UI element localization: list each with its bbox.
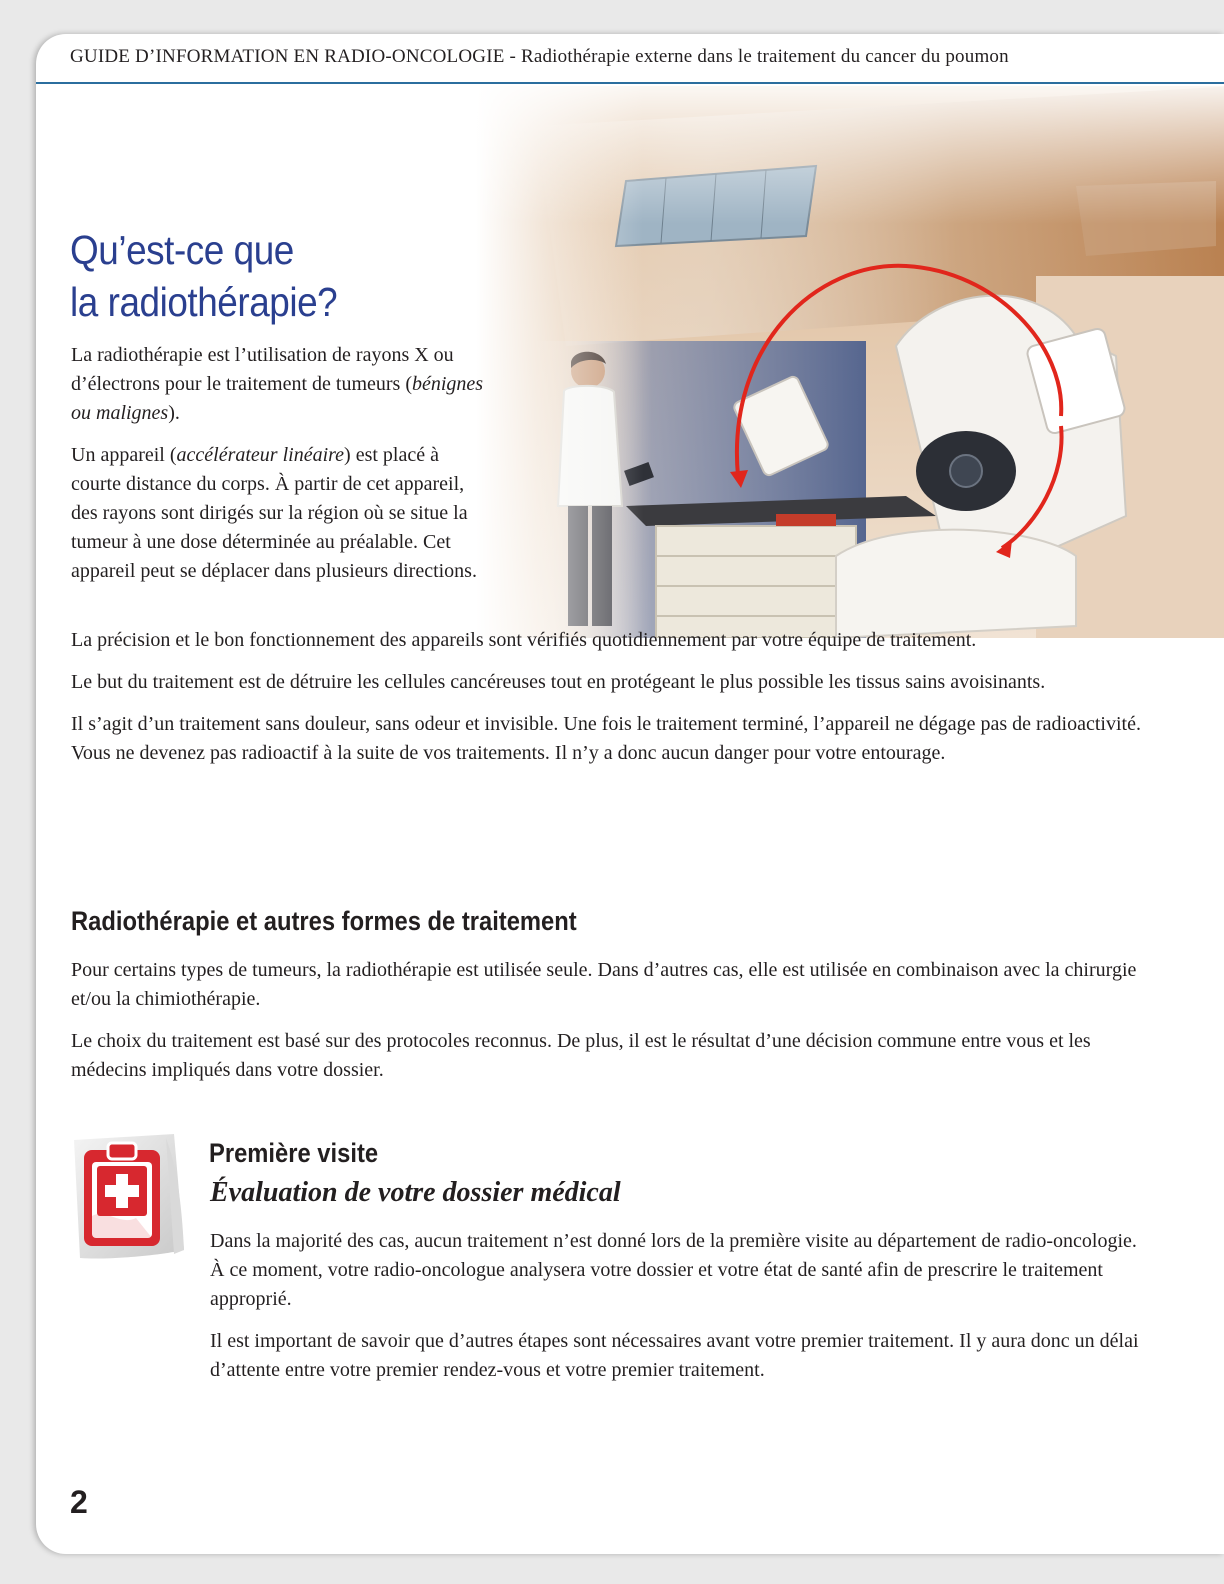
document-page [36,34,1224,1554]
body-text [71,626,1151,781]
intro-text [71,341,491,599]
body-paragraph-precision: La précision et le bon fonctionnement des appareils sont vérifiés quotidiennement par votre équipe de traitement. [71,629,977,651]
linear-accelerator-photo [476,86,1224,638]
first-visit-heading: Première visite [209,1138,379,1168]
page-number: 2 [70,1484,88,1520]
section-body [71,956,1151,1098]
first-visit-subheading: Évaluation de votre dossier médical [210,1177,621,1208]
intro-paragraph-1-end: ). [168,402,180,424]
page-title-line-1: Qu’est-ce que [70,227,294,273]
page-title [70,224,337,328]
section-heading: Radiothérapie et autres formes de traitement [71,906,577,936]
intro-paragraph-2-text: Un appareil ( [71,444,177,466]
intro-paragraph-1-emphasis: bénignes ou malignes [71,373,484,424]
intro-paragraph-2-end: ) est placé à courte distance du corps. À partir de cet appareil, des rayons sont dirigés sur la région où se situe la tumeur à une dose déterminée au préalable. Cet appareil peut se déplacer dans plusieurs directions. [71,444,477,582]
first-visit-paragraph-2: Il est important de savoir que d’autres étapes sont nécessaires avant votre premier traitement. Il y aura donc un délai d’attente entre votre premier rendez-vous et votre premier traitement. [210,1330,1139,1381]
section-paragraph-2: Le choix du traitement est basé sur des protocoles reconnus. De plus, il est le résultat d’une décision commune entre vous et les médecins impliqués dans votre dossier. [71,1030,1091,1081]
first-visit-body [210,1227,1140,1398]
section-paragraph-1: Pour certains types de tumeurs, la radiothérapie est utilisée seule. Dans d’autres cas, elle est utilisée en combinaison avec la chirurgie et/ou la chimiothérapie. [71,959,1137,1010]
header-rule [36,82,1224,84]
intro-paragraph-1-text: La radiothérapie est l’utilisation de rayons X ou d’électrons pour le traitement de tumeurs ( [71,344,454,395]
intro-paragraph-1 [71,341,491,428]
body-paragraph-goal: Le but du traitement est de détruire les cellules cancéreuses tout en protégeant le plus possible les tissus sains avoisinants. [71,671,1046,693]
running-header: GUIDE D’INFORMATION EN RADIO-ONCOLOGIE - Radiothérapie externe dans le traitement du cancer du poumon [70,46,1009,67]
intro-paragraph-2 [71,441,491,586]
body-paragraph-painless: Il s’agit d’un traitement sans douleur, sans odeur et invisible. Une fois le traitement terminé, l’appareil ne dégage pas de radioactivité. Vous ne devenez pas radioactif à la suite de vos traitements. Il n’y a donc aucun danger pour votre entourage. [71,713,1141,764]
first-visit-paragraph-1: Dans la majorité des cas, aucun traitement n’est donné lors de la première visite au département de radio-oncologie. À ce moment, votre radio-oncologue analysera votre dossier et votre état de santé afin de prescrire le traitement approprié. [210,1230,1137,1310]
page-title-line-2: la radiothérapie? [70,279,338,325]
intro-paragraph-2-emphasis: accélérateur linéaire [176,444,345,466]
medical-clipboard-icon [66,1130,190,1264]
